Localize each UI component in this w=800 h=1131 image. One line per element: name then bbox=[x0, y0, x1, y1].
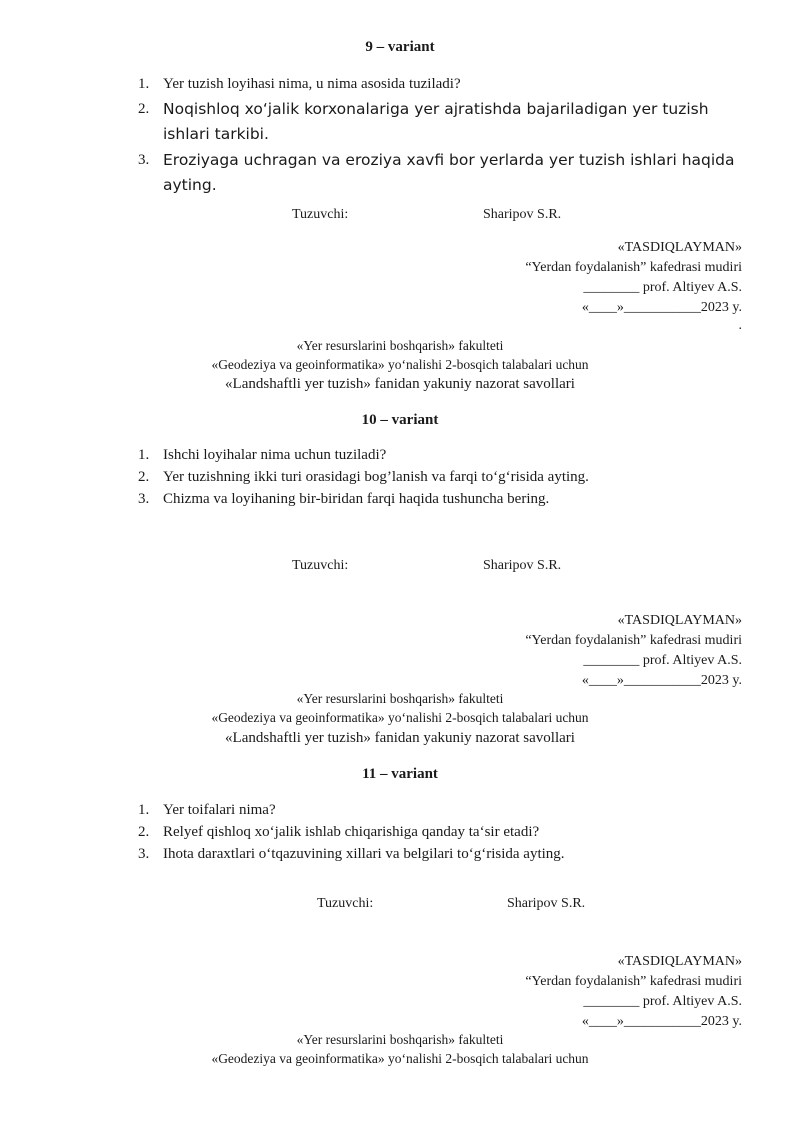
compiler-name: Sharipov S.R. bbox=[483, 558, 562, 573]
stray-mark: . bbox=[738, 318, 742, 333]
compiler-name: Sharipov S.R. bbox=[483, 207, 562, 222]
approval-signature: ________ prof. Altiyev A.S. bbox=[583, 994, 742, 1009]
question-text: Ishchi loyihalar nima uchun tuziladi? bbox=[163, 447, 387, 463]
question-text: Noqishloq xo‘jalik korxonalariga yer ajratishda bajariladigan yer tuzish ishlari tarkibi. bbox=[163, 100, 709, 143]
question-text: Yer tuzish loyihasi nima, u nima asosida tuziladi? bbox=[163, 76, 461, 92]
question-text: Chizma va loyihaning bir-biridan farqi haqida tushuncha bering. bbox=[163, 491, 550, 507]
direction-line: «Geodeziya va geoinformatika» yo‘nalishi 2-bosqich talabalari uchun bbox=[211, 1051, 589, 1066]
faculty-line: «Yer resurslarini boshqarish» fakulteti bbox=[296, 338, 504, 353]
faculty-line: «Yer resurslarini boshqarish» fakulteti bbox=[296, 691, 504, 706]
approval-department: “Yerdan foydalanish” kafedrasi mudiri bbox=[525, 260, 742, 275]
compiler-label: Tuzuvchi: bbox=[292, 207, 349, 222]
approval-department: “Yerdan foydalanish” kafedrasi mudiri bbox=[525, 974, 742, 989]
list-item bbox=[138, 97, 748, 147]
question-text: Yer toifalari nima? bbox=[163, 802, 276, 818]
list-item bbox=[138, 466, 748, 488]
list-item bbox=[138, 73, 748, 95]
list-item bbox=[138, 799, 748, 821]
list-number: 3. bbox=[138, 491, 150, 507]
subject-line: «Landshaftli yer tuzish» fanidan yakuniy nazorat savollari bbox=[225, 376, 575, 392]
variant-title: 10 – variant bbox=[361, 412, 439, 428]
approval-word: «TASDIQLAYMAN» bbox=[617, 240, 742, 255]
question-list bbox=[138, 444, 748, 510]
list-number: 3. bbox=[138, 152, 150, 168]
question-list bbox=[138, 73, 748, 198]
approval-date: «____»___________2023 y. bbox=[581, 1014, 742, 1029]
subject-line: «Landshaftli yer tuzish» fanidan yakuniy nazorat savollari bbox=[225, 730, 575, 746]
approval-word: «TASDIQLAYMAN» bbox=[617, 613, 742, 628]
question-list bbox=[138, 799, 748, 865]
list-number: 2. bbox=[138, 824, 150, 840]
list-number: 3. bbox=[138, 846, 150, 862]
approval-date: «____»___________2023 y. bbox=[581, 673, 742, 688]
list-number: 2. bbox=[138, 101, 150, 117]
question-text: Yer tuzishning ikki turi orasidagi bog’lanish va farqi to‘g‘risida ayting. bbox=[163, 469, 589, 485]
direction-line: «Geodeziya va geoinformatika» yo‘nalishi 2-bosqich talabalari uchun bbox=[211, 357, 589, 372]
list-item bbox=[138, 843, 748, 865]
list-item bbox=[138, 148, 748, 198]
compiler-label: Tuzuvchi: bbox=[292, 558, 349, 573]
question-text: Eroziyaga uchragan va eroziya xavfi bor yerlarda yer tuzish ishlari haqida aytіng. bbox=[163, 151, 735, 194]
variant-title: 11 – variant bbox=[362, 766, 438, 782]
approval-date: «____»___________2023 y. bbox=[581, 300, 742, 315]
approval-signature: ________ prof. Altiyev A.S. bbox=[583, 280, 742, 295]
list-number: 1. bbox=[138, 447, 150, 463]
list-item bbox=[138, 821, 748, 843]
compiler-label: Tuzuvchi: bbox=[317, 896, 374, 911]
approval-signature: ________ prof. Altiyev A.S. bbox=[583, 653, 742, 668]
question-text: Ihota daraxtlari o‘tqazuvining xillari va belgilari to‘g‘risida ayting. bbox=[163, 846, 565, 862]
approval-department: “Yerdan foydalanish” kafedrasi mudiri bbox=[525, 633, 742, 648]
list-item bbox=[138, 488, 748, 510]
list-item bbox=[138, 444, 748, 466]
question-text: Relyef qishloq xo‘jalik ishlab chiqarishiga qanday ta‘sir etadi? bbox=[163, 824, 540, 840]
list-number: 1. bbox=[138, 802, 150, 818]
faculty-line: «Yer resurslarini boshqarish» fakulteti bbox=[296, 1032, 504, 1047]
direction-line: «Geodeziya va geoinformatika» yo‘nalishi 2-bosqich talabalari uchun bbox=[211, 710, 589, 725]
compiler-name: Sharipov S.R. bbox=[507, 896, 586, 911]
list-number: 1. bbox=[138, 76, 150, 92]
list-number: 2. bbox=[138, 469, 150, 485]
variant-title: 9 – variant bbox=[365, 39, 435, 55]
approval-word: «TASDIQLAYMAN» bbox=[617, 954, 742, 969]
